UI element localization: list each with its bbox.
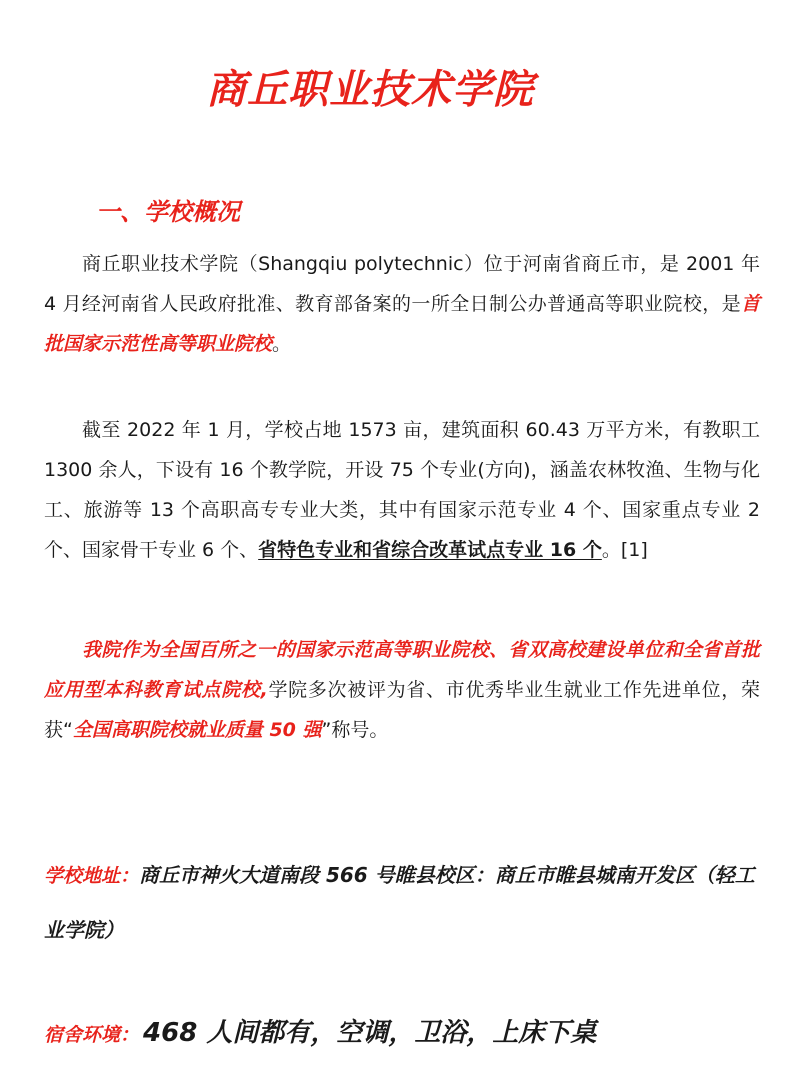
paragraph-intro	[44, 244, 760, 364]
paragraph-intro-text: 商丘职业技术学院（Shangqiu polytechnic）位于河南省商丘市，是 2001 年 4 月经河南省人民政府批准、教育部备案的一所全日制公办普通高等职业院校，是	[44, 253, 760, 315]
paragraph-stats-end: 。[1]	[601, 539, 648, 561]
paragraph-honors-award: 全国高职院校就业质量 50 强	[72, 719, 322, 741]
paragraph-honors-end: ”称号。	[321, 719, 389, 741]
address-label: 学校地址：	[44, 865, 140, 887]
section-heading-overview: 一、学校概况	[96, 198, 240, 226]
paragraph-stats-underline: 省特色专业和省综合改革试点专业 16 个	[258, 539, 602, 561]
dorm-label: 宿舍环境：	[44, 1024, 140, 1046]
paragraph-honors-text: 学院多次被评为省、市优秀毕业生就业工作先进单位，荣获“	[44, 679, 760, 741]
paragraph-intro-end: 。	[272, 333, 292, 355]
address-value: 商丘市神火大道南段 566 号睢县校区：商丘市睢县城南开发区（轻工业学院）	[44, 863, 755, 942]
paragraph-intro-emphasis: 首批国家示范性高等职业院校	[44, 293, 760, 355]
paragraph-honors	[44, 630, 760, 750]
paragraph-honors-emphasis: 我院作为全国百所之一的国家示范高等职业院校、省双高校建设单位和全省首批应用型本科教育试点院校,	[44, 639, 760, 701]
dorm-value: 468 人间都有，空调，卫浴，上床下桌	[143, 1018, 597, 1048]
school-address	[44, 848, 764, 957]
page-title: 商丘职业技术学院	[206, 67, 534, 113]
dorm-info	[44, 1012, 596, 1049]
paragraph-stats-text: 截至 2022 年 1 月，学校占地 1573 亩，建筑面积 60.43 万平方米，有教职工 1300 余人，下设有 16 个教学院，开设 75 个专业(方向)，涵盖农林牧渔、生物与化工、旅游等 13 个高职高专专业大类，其中有国家示范专业 4 个、国家重点专业 2 个、国家骨干专业 6 个、	[44, 419, 760, 561]
paragraph-stats	[44, 410, 760, 570]
